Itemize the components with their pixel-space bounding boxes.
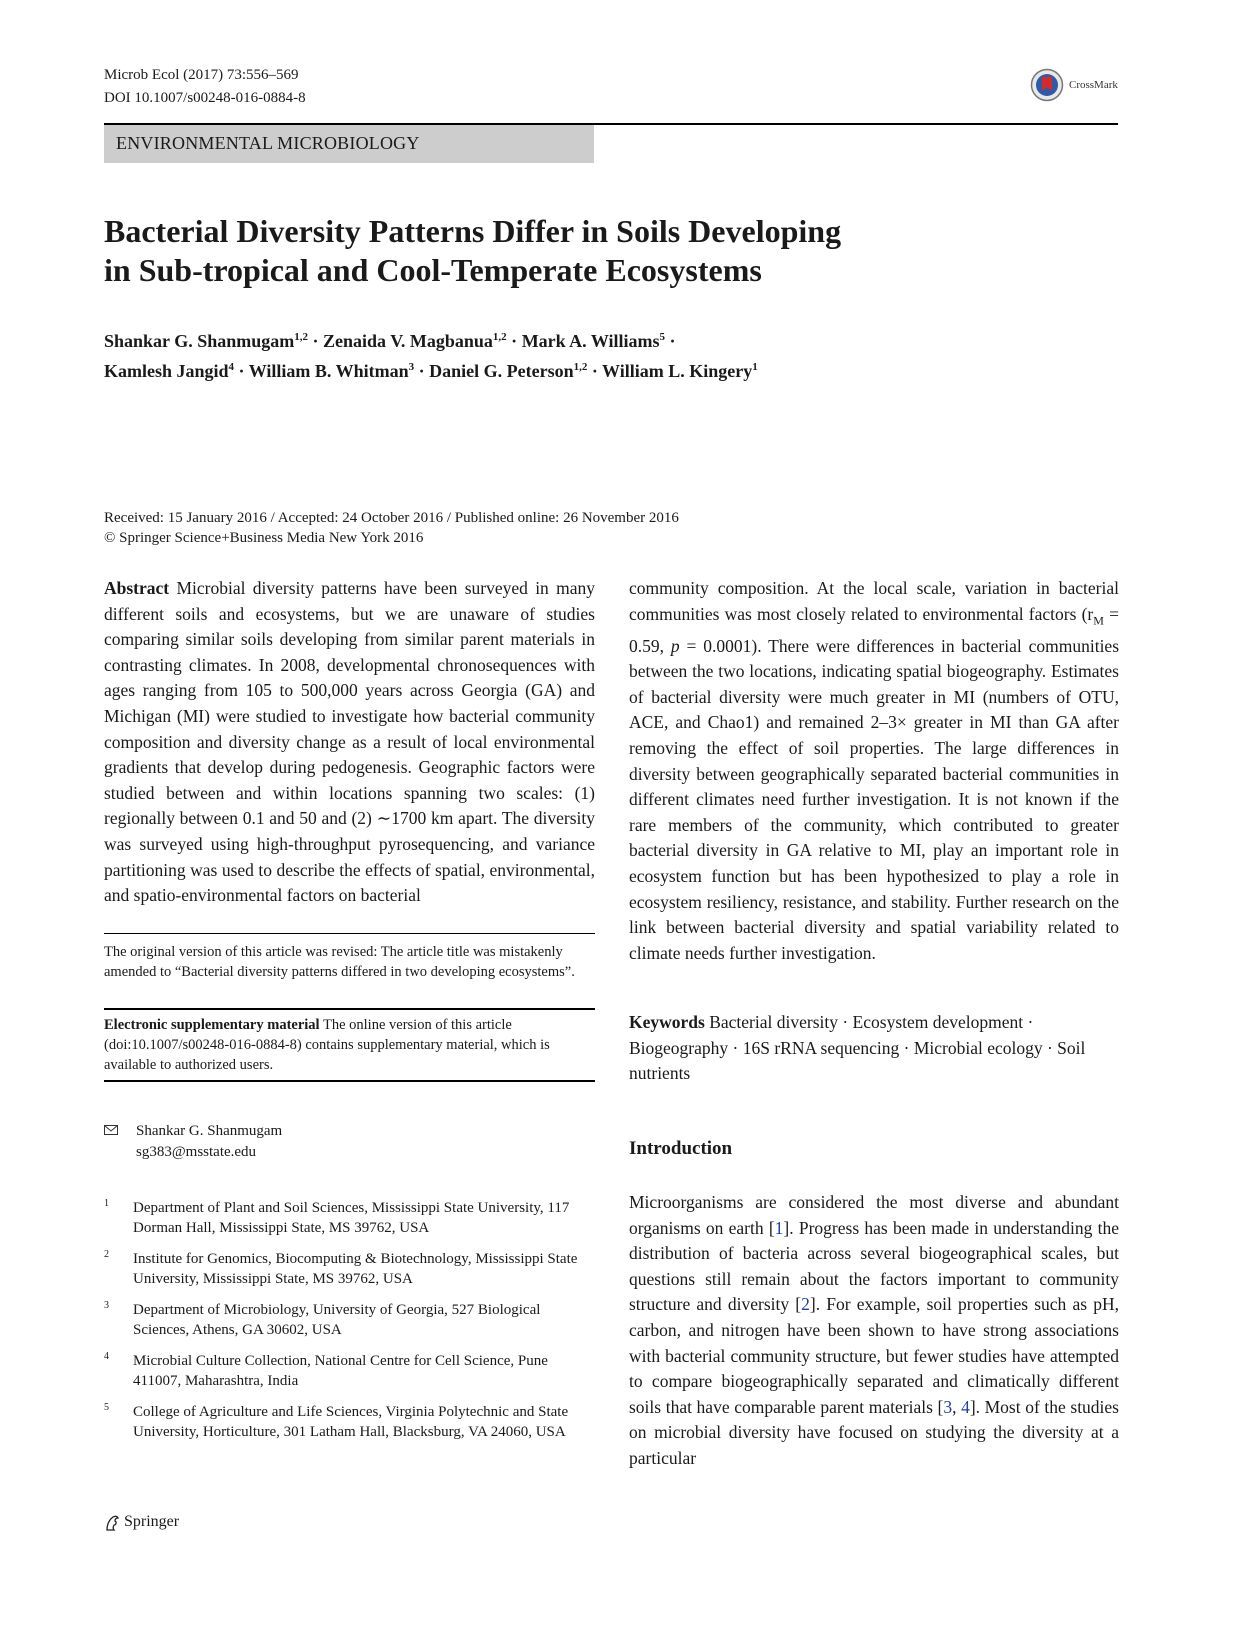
abstract-left xyxy=(104,576,595,909)
author-name[interactable]: Daniel G. Peterson xyxy=(429,361,574,381)
intro-text: Microorganisms are considered the most diverse and abundant organisms on earth [ xyxy=(629,1192,1119,1238)
author-affiliation: 4 xyxy=(228,361,235,373)
correspondence-email[interactable]: sg383@msstate.edu xyxy=(136,1144,257,1160)
author-affiliation: 5 xyxy=(659,331,666,343)
affiliation-text: Department of Microbiology, University of Georgia, 527 Biological Sciences, Athens, GA 30602, USA xyxy=(133,1302,541,1338)
citation-link[interactable]: 4 xyxy=(961,1396,970,1417)
affiliation-text: Microbial Culture Collection, National Centre for Cell Science, Pune 411007, Maharashtra, India xyxy=(133,1353,548,1389)
author-affiliation: 1,2 xyxy=(573,361,588,373)
article-title xyxy=(104,212,1004,290)
author-name[interactable]: Mark A. Williams xyxy=(521,331,660,351)
affiliation-number: 4 xyxy=(104,1351,109,1362)
author-name[interactable]: William B. Whitman xyxy=(248,361,409,381)
note-rule-bottom xyxy=(104,1080,595,1082)
history-dates: Received: 15 January 2016 / Accepted: 24 October 2016 / Published online: 26 November 2016 xyxy=(104,510,679,526)
affiliation-number: 3 xyxy=(104,1300,109,1311)
envelope-icon xyxy=(104,1125,118,1135)
author-name[interactable]: Zenaida V. Magbanua xyxy=(323,331,493,351)
abstract-subscript: M xyxy=(1093,613,1104,628)
citation-link[interactable]: 3 xyxy=(943,1396,953,1417)
abstract-right xyxy=(629,576,1119,966)
introduction-heading: Introduction xyxy=(629,1138,733,1159)
abstract-text-right-c: = 0.0001). There were differences in bacterial communities between the two locations, indicating spatial biogeography. Estimates of bacterial diversity were much greater in MI (numbers of OTU, ACE, and Chao1) and remained 2–3× greater in MI than GA after removing the effect of soil properties. The large differences in diversity between geographically separated bacterial communities in different climates need further investigation. It is not known if the rare members of the community, which contributed to greater bacterial diversity in GA relative to MI, play an important role in ecosystem function but has been hypothesized to play a role in ecosystem resiliency, resistance, and stability. Further research on the link between bacterial diversity and spatial variability related to climate needs further investigation. xyxy=(629,635,1120,963)
keywords-label: Keywords xyxy=(629,1012,705,1032)
intro-text: ]. Most of the studies on microbial diversity have focused on studying the diversity at a particular xyxy=(629,1396,1119,1468)
author-line-2: Kamlesh Jangid$^4$ · William B. Whitman$^3$ · Daniel G. Peterson$^{1,2}$ · William L. Kingery$^1$ xyxy=(104,361,758,381)
affiliation-number: 5 xyxy=(104,1402,109,1413)
title-line-1: Bacterial Diversity Patterns Differ in Soils Developing xyxy=(104,213,842,249)
affiliation-number: 2 xyxy=(104,1249,109,1260)
abstract-p-symbol: p xyxy=(670,635,680,656)
intro-text: ]. For example, soil properties such as pH, carbon, and nitrogen have been shown to have strong associations with bacterial community structure, but fewer studies have attempted to compare biogeographically separated and climatically different soils that have comparable parent materials [ xyxy=(629,1294,1120,1417)
journal-citation: Microb Ecol (2017) 73:556–569 xyxy=(104,67,299,83)
copyright-line: © Springer Science+Business Media New York 2016 xyxy=(104,530,424,546)
section-banner xyxy=(104,125,594,163)
author-affiliation: 3 xyxy=(408,361,415,373)
author-name[interactable]: Shankar G. Shanmugam xyxy=(104,331,295,351)
supplementary-text[interactable]: The online version of this article (doi:10.1007/s00248-016-0884-8) contains supplementary material, which is available to authorized users. xyxy=(104,1017,550,1073)
revision-note: The original version of this article was revised: The article title was mistakenly amended to “Bacterial diversity patterns differed in two developing ecosystems”. xyxy=(104,944,575,980)
author-name[interactable]: Kamlesh Jangid xyxy=(104,361,229,381)
springer-horse-icon xyxy=(104,1514,120,1532)
crossmark-icon xyxy=(1030,68,1064,102)
note-rule-top xyxy=(104,933,595,934)
supplementary-note xyxy=(104,1015,595,1075)
author-line-1: Shankar G. Shanmugam$^{1,2}$ · Zenaida V. Magbanua$^{1,2}$ · Mark A. Williams$^5$ · xyxy=(104,331,676,351)
abstract-label: Abstract xyxy=(104,578,170,598)
author-affiliation: 1,2 xyxy=(294,331,308,343)
affiliation-number: 1 xyxy=(104,1198,109,1209)
keywords xyxy=(629,1010,1119,1087)
publisher-name: Springer xyxy=(124,1513,180,1530)
title-line-2: in Sub-tropical and Cool-Temperate Ecosystems xyxy=(104,252,762,288)
author-affiliation: 1,2 xyxy=(492,331,507,343)
correspondence-name: Shankar G. Shanmugam xyxy=(136,1123,283,1139)
running-header xyxy=(104,64,306,110)
publication-dates xyxy=(104,508,679,548)
abstract-text-right-a: community composition. At the local scale, variation in bacterial communities was most closely related to environmental factors (r xyxy=(629,578,1119,624)
author-list xyxy=(104,324,1004,384)
crossmark-badge[interactable] xyxy=(1030,68,1118,104)
author-name[interactable]: William L. Kingery xyxy=(602,361,753,381)
citation-link[interactable]: 1 xyxy=(774,1217,784,1238)
introduction-text xyxy=(629,1190,1119,1472)
intro-text: ]. Progress has been made in understanding the distribution of bacteria across several biogeographical scales, but questions still remain about the factors important to community structure and diversity [ xyxy=(629,1217,1119,1315)
doi: DOI 10.1007/s00248-016-0884-8 xyxy=(104,90,306,106)
author-affiliation: 1 xyxy=(752,361,758,373)
crossmark-label: CrossMark xyxy=(1069,79,1118,91)
abstract-text-left: Microbial diversity patterns have been surveyed in many different soils and ecosystems, but we are unaware of studies comparing similar soils developing from similar parent materials in contrasting climates. In 2008, developmental chronosequences with ages ranging from 105 to 500,000 years across Georgia (GA) and Michigan (MI) were studied to investigate how bacterial community composition and diversity change as a result of local environmental gradients that develop during pedogenesis. Geographic factors were studied between and within locations spanning two scales: (1) regionally between 0.1 and 50 and (2) ∼1700 km apart. The diversity was surveyed using high-throughput pyrosequencing, and variance partitioning was used to describe the effects of spatial, environmental, and spatio-environmental factors on bacterial xyxy=(104,578,595,906)
intro-text: , xyxy=(952,1396,962,1417)
supplementary-label: Electronic supplementary material xyxy=(104,1017,320,1033)
note-rule-middle xyxy=(104,1008,595,1010)
affiliation-text: Department of Plant and Soil Sciences, Mississippi State University, 117 Dorman Hall, Mississippi State, MS 39762, USA xyxy=(133,1200,570,1236)
citation-link[interactable]: 2 xyxy=(801,1294,810,1315)
section-label: ENVIRONMENTAL MICROBIOLOGY xyxy=(116,133,420,153)
keywords-text: Bacterial diversity · Ecosystem development · Biogeography · 16S rRNA sequencing · Microbial ecology · Soil nutrients xyxy=(629,1012,1086,1084)
affiliation-text: Institute for Genomics, Biocomputing & Biotechnology, Mississippi State University, Mississippi State, MS 39762, USA xyxy=(133,1251,578,1287)
affiliation-text: College of Agriculture and Life Sciences, Virginia Polytechnic and State University, Horticulture, 301 Latham Hall, Blacksburg, VA 24060, USA xyxy=(133,1404,569,1440)
abstract-text-right-b: = 0.59, xyxy=(629,603,1119,656)
